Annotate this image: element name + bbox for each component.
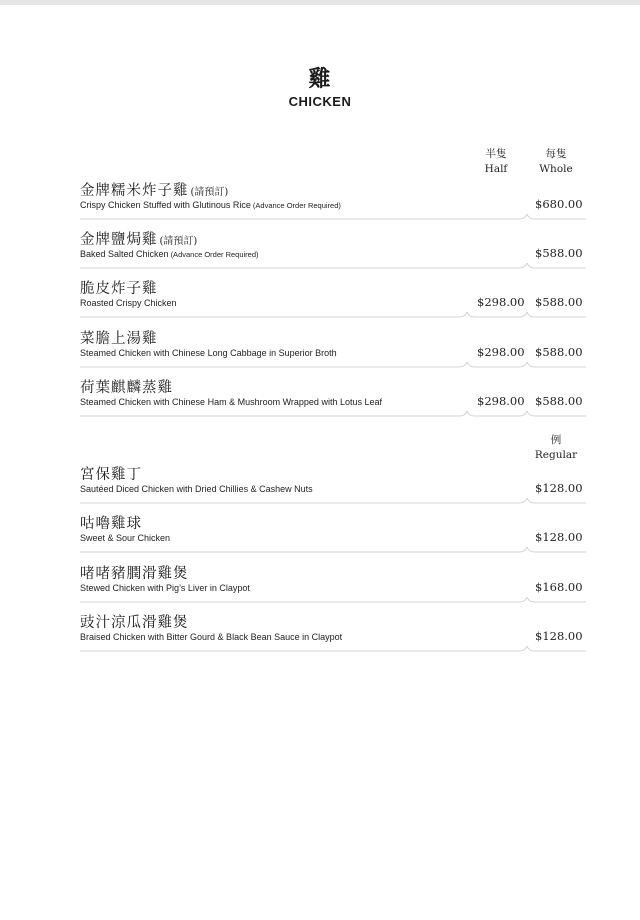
whole-column-header [526,147,586,177]
dish-name-chinese: 金牌鹽焗雞 (請預訂) [80,232,198,248]
divider-rule [80,547,586,553]
divider-rule [80,263,586,269]
section-title-chinese: 雞 [308,66,332,92]
regular-header-chinese: 例 [550,434,562,446]
half-price: $298.00 [477,345,525,359]
order-note-english: (Advance Order Required) [252,201,341,210]
dish-name-chinese: 金牌糯米炸子雞 (請預訂) [80,183,229,199]
half-header-english: Half [484,163,508,175]
dish-name-chinese: 宮保雞丁 [80,467,142,483]
dish-name-chinese: 啫啫豬膶滑雞煲 [80,566,189,582]
half-header-chinese: 半隻 [485,148,507,160]
top-border [0,0,640,5]
divider-rule [80,362,586,368]
dish-name-english: Braised Chicken with Bitter Gourd & Black Bean Sauce in Claypot [80,632,343,642]
dish-name-english: Stewed Chicken with Pig’s Liver in Claypot [80,583,250,593]
dish-name-chinese: 菜膽上湯雞 [80,331,158,347]
menu-item [80,228,586,268]
dish-name-english: Sautéed Diced Chicken with Dried Chillies & Cashew Nuts [80,484,313,494]
whole-price: $680.00 [535,197,583,211]
half-price: $298.00 [477,394,525,408]
dish-name-chinese: 豉汁涼瓜滑雞煲 [80,615,189,631]
dish-name-english: Crispy Chicken Stuffed with Glutinous Rice (Advance Order Required) [80,200,341,210]
regular-column-header [526,433,586,463]
half-column-header [466,147,526,177]
menu-item [80,512,586,552]
regular-price: $128.00 [535,481,583,495]
menu-item [80,179,586,219]
regular-price: $168.00 [535,580,583,594]
section-title-english: CHICKEN [288,94,352,109]
menu-item [80,327,586,367]
dish-name-chinese: 脆皮炸子雞 [80,281,158,297]
menu-item [80,277,586,317]
divider-rule [80,597,586,603]
menu-item [80,376,586,416]
menu-item [80,611,586,651]
dish-name-english: Steamed Chicken with Chinese Long Cabbage in Superior Broth [80,348,337,358]
whole-price: $588.00 [535,345,583,359]
menu-item [80,562,586,602]
divider-rule [80,312,586,318]
dish-name-english: Sweet & Sour Chicken [80,533,171,543]
regular-header-english: Regular [534,449,578,461]
regular-price: $128.00 [535,530,583,544]
whole-price: $588.00 [535,295,583,309]
dish-name-chinese: 咕嚕雞球 [80,516,142,532]
order-note-chinese: (請預訂) [190,187,229,198]
half-price: $298.00 [477,295,525,309]
order-note-chinese: (請預訂) [159,236,198,247]
dish-name-english: Baked Salted Chicken (Advance Order Required) [80,249,259,259]
divider-rule [80,646,586,652]
whole-price: $588.00 [535,394,583,408]
dish-name-chinese: 荷葉麒麟蒸雞 [80,380,173,396]
whole-header-english: Whole [539,163,573,175]
order-note-english: (Advance Order Required) [170,250,259,259]
dish-name-english: Roasted Crispy Chicken [80,298,177,308]
divider-rule [80,498,586,504]
whole-price: $588.00 [535,246,583,260]
menu-item [80,463,586,503]
divider-rule [80,411,586,417]
regular-price: $128.00 [535,629,583,643]
whole-header-chinese: 每隻 [545,148,567,160]
divider-rule [80,214,586,220]
dish-name-english: Steamed Chicken with Chinese Ham & Mushroom Wrapped with Lotus Leaf [80,397,382,407]
